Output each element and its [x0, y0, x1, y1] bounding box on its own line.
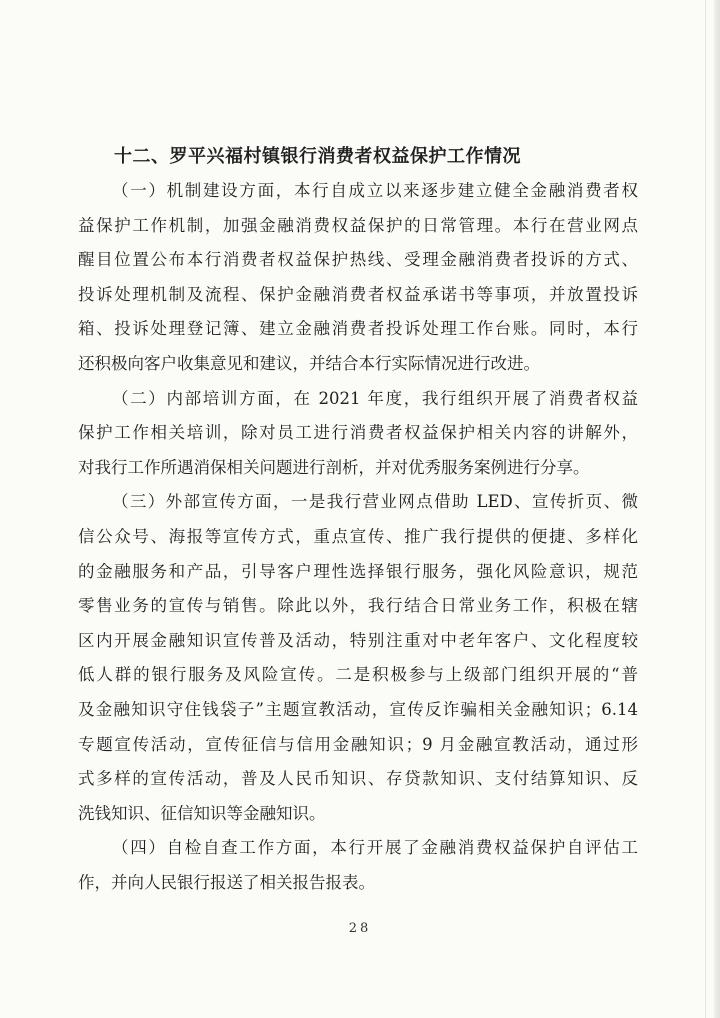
paragraph-line: 益保护工作机制，加强金融消费权益保护的日常管理。本行在营业网点 — [78, 215, 638, 235]
paragraph-line: （一）机制建设方面，本行自成立以来逐步建立健全金融消费者权 — [112, 181, 638, 200]
paragraph-line: 投诉处理机制及流程、保护金融消费者权益承诺书等事项，并放置投诉 — [78, 284, 638, 304]
paragraph-line: 专题宣传活动，宣传征信与信用金融知识；9 月金融宣教活动，通过形 — [78, 734, 638, 754]
paragraph-line: （二）内部培训方面，在 2021 年度，我行组织开展了消费者权益 — [112, 388, 638, 408]
paragraph-line: 保护工作相关培训，除对员工进行消费者权益保护相关内容的讲解外， — [78, 423, 638, 443]
page-number: 28 — [348, 921, 372, 936]
paragraph-training — [78, 382, 638, 486]
paragraph-line: 作，并向人民银行报送了相关报告报表。 — [78, 872, 375, 892]
paragraph-line: 醒目位置公布本行消费者权益保护热线、受理金融消费者投诉的方式、 — [78, 250, 638, 270]
paragraph-mechanism — [78, 174, 638, 382]
paragraph-line: 式多样的宣传活动，普及人民币知识、存贷款知识、支付结算知识、反 — [78, 769, 638, 789]
paragraph-line: 的金融服务和产品，引导客户理性选择银行服务，强化风险意识，规范 — [78, 561, 638, 581]
section-heading: 十二、罗平兴福村镇银行消费者权益保护工作情况 — [114, 146, 521, 167]
scan-edge-line — [705, 0, 706, 1018]
paragraph-line: 零售业务的宣传与销售。除此以外，我行结合日常业务工作，积极在辖 — [78, 596, 638, 616]
paragraph-self-check — [78, 831, 638, 900]
paragraph-line: 还积极向客户收集意见和建议，并结合本行实际情况进行改进。 — [78, 353, 540, 373]
paragraph-line: 低人群的银行服务及风险宣传。二是积极参与上级部门组织开展的“普 — [78, 665, 638, 685]
paragraph-line: 箱、投诉处理登记簿、建立金融消费者投诉处理工作台账。同时，本行 — [78, 319, 638, 339]
paragraph-publicity — [78, 485, 638, 831]
paragraph-line: 对我行工作所遇消保相关问题进行剖析，并对优秀服务案例进行分享。 — [78, 457, 590, 477]
paragraph-line: 区内开展金融知识宣传普及活动，特别注重对中老年客户、文化程度较 — [78, 630, 638, 650]
paragraph-line: （三）外部宣传方面，一是我行营业网点借助 LED、宣传折页、微 — [112, 492, 638, 512]
paragraph-line: 洗钱知识、征信知识等金融知识。 — [78, 803, 326, 823]
paragraph-line: 及金融知识守住钱袋子”主题宣教活动，宣传反诈骗相关金融知识；6.14 — [78, 699, 638, 719]
scan-edge — [714, 0, 720, 1018]
document-page — [78, 140, 638, 900]
paragraph-line: （四）自检自查工作方面，本行开展了金融消费权益保护自评估工 — [112, 838, 638, 858]
paragraph-line: 信公众号、海报等宣传方式，重点宣传、推广我行提供的便捷、多样化 — [78, 526, 638, 546]
